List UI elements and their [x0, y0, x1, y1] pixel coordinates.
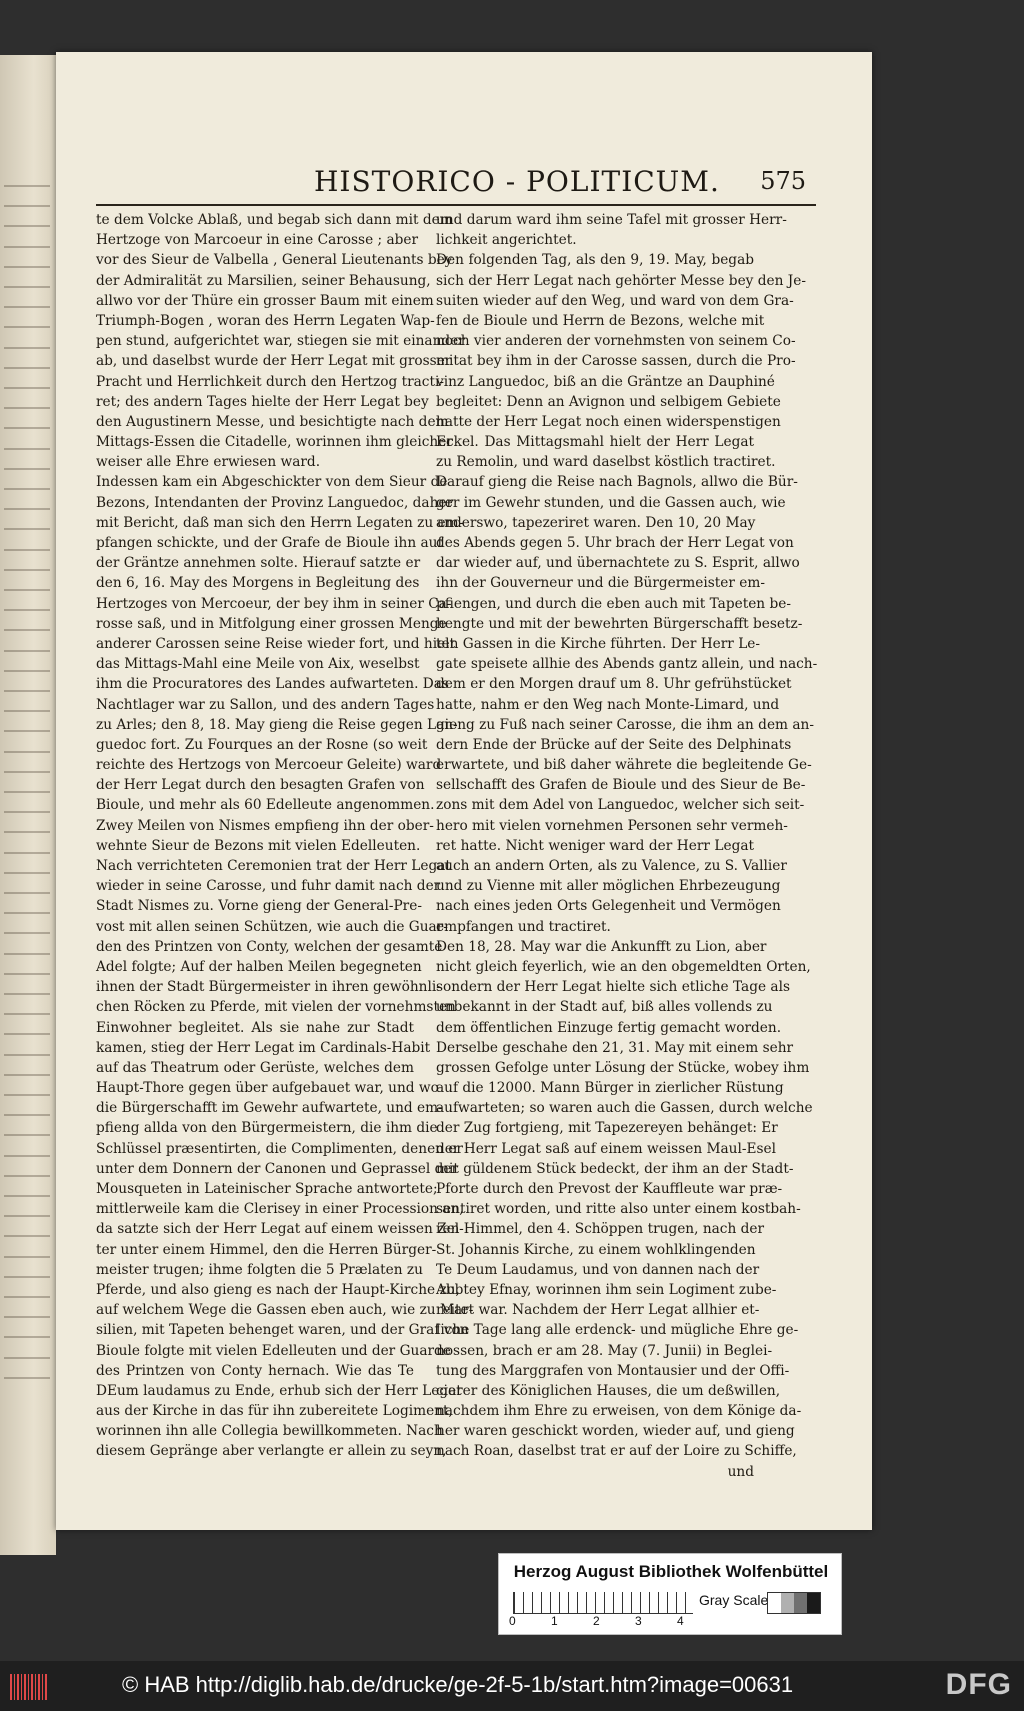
- text-line: hengte und mit der bewehrten Bürgerschafft besetz-: [436, 615, 803, 632]
- text-line: dem er den Morgen drauf um 8. Uhr gefrühstücket: [436, 676, 792, 693]
- previous-page-text-trace: [4, 1074, 50, 1076]
- text-line: ret hatte. Nicht weniger ward der Herr Legat: [436, 837, 754, 854]
- text-line: Bioule, und mehr als 60 Edelleute angenommen.: [96, 797, 435, 814]
- text-line: vost mit allen seinen Schützen, wie auch die Guar-: [96, 918, 448, 935]
- text-line: Den folgenden Tag, als den 9, 19. May, begab: [436, 252, 754, 269]
- text-line: das Mittags-Mahl eine Meile von Aix, weselbst: [96, 656, 420, 673]
- previous-page-text-trace: [4, 751, 50, 753]
- text-line: te dem Volcke Ablaß, und begab sich dann mit dem: [96, 212, 453, 228]
- text-line: sich der Herr Legat nach gehörter Messe bey den Je-: [436, 272, 806, 289]
- text-line: Zwey Meilen von Nismes empfieng ihn der ober-: [96, 817, 434, 834]
- previous-page-text-trace: [4, 1195, 50, 1197]
- previous-page-text-trace: [4, 205, 50, 207]
- gray-scale-label: Gray Scale: [699, 1592, 769, 1608]
- text-line: silien, mit Tapeten behenget waren, und der Graf von: [96, 1322, 469, 1339]
- previous-page-text-trace: [4, 993, 50, 995]
- previous-page-text-trace: [4, 609, 50, 611]
- text-line: suiten wieder auf den Weg, und ward von dem Gra-: [436, 292, 794, 309]
- previous-page-text-trace: [4, 771, 50, 773]
- previous-page-text-trace: [4, 811, 50, 813]
- text-line: des Abends gegen 5. Uhr brach der Herr Legat von: [436, 535, 794, 551]
- text-line: hero mit vielen vornehmen Personen sehr vermeh-: [436, 817, 788, 834]
- text-line: die Bürgerschafft im Gewehr aufwartete, und em-: [96, 1100, 443, 1117]
- text-line: zu Arles; den 8, 18. May gieng die Reise gegen Lan-: [96, 716, 458, 733]
- previous-page-text-trace: [4, 488, 50, 490]
- footer-bar: [0, 1661, 1024, 1711]
- previous-page-text-trace: [4, 629, 50, 631]
- text-line: hatte der Herr Legat noch einen widerspenstigen: [436, 413, 781, 430]
- running-title: HISTORICO - POLITICUM.: [314, 165, 720, 198]
- text-line: wieder in seine Carosse, und fuhr damit nach der: [96, 878, 441, 895]
- text-line: vor des Sieur de Valbella , General Lieutenants bey: [96, 252, 453, 269]
- text-line: ihnen der Stadt Bürgermeister in ihren gewöhnli-: [96, 979, 441, 996]
- text-line: St. Johannis Kirche, zu einem wohlklingenden: [436, 1241, 756, 1258]
- text-line: reitet war. Nachdem der Herr Legat allhier et-: [436, 1302, 760, 1319]
- left-text-column: [96, 210, 474, 1462]
- barcode-icon: [10, 1674, 48, 1700]
- previous-page-text-trace: [4, 326, 50, 328]
- text-line: fen de Bioule und Herrn de Bezons, welche mit: [436, 312, 765, 329]
- scale-number: 4: [677, 1614, 684, 1628]
- text-line: wehnte Sieur de Bezons mit vielen Edelleuten.: [96, 837, 421, 854]
- previous-page-text-trace: [4, 872, 50, 874]
- previous-page-edge: [0, 55, 56, 1555]
- text-line: und darum ward ihm seine Tafel mit grosser Herr-: [436, 212, 787, 228]
- previous-page-text-trace: [4, 892, 50, 894]
- text-line: allwo vor der Thüre ein grosser Baum mit einem: [96, 292, 434, 309]
- text-line: ter unter einem Himmel, den die Herren Bürger-: [96, 1241, 437, 1258]
- previous-page-text-trace: [4, 1256, 50, 1258]
- text-line: der Gräntze annehmen solte. Hierauf satzte er: [96, 555, 421, 572]
- text-line: auf welchem Wege die Gassen eben auch, wie zu Mar-: [96, 1302, 474, 1319]
- text-line: Nachtlager war zu Sallon, und des andern Tages: [96, 696, 435, 713]
- previous-page-text-trace: [4, 427, 50, 429]
- gray-swatch: [794, 1593, 807, 1613]
- text-line: weiser alle Ehre erwiesen ward.: [96, 454, 321, 471]
- previous-page-text-trace: [4, 650, 50, 652]
- text-line: da satzte sich der Herr Legat auf einem weissen Zel-: [96, 1221, 464, 1238]
- scale-number: 3: [635, 1614, 642, 1628]
- previous-page-text-trace: [4, 347, 50, 349]
- text-line: lichkeit angerichtet.: [436, 232, 577, 249]
- scale-number: 2: [593, 1614, 600, 1628]
- text-line: reichte des Hertzogs von Mercoeur Geleite) ward: [96, 757, 442, 774]
- text-line: der Admiralität zu Marsilien, seiner Behausung,: [96, 272, 431, 289]
- previous-page-text-trace: [4, 246, 50, 248]
- previous-page-text-trace: [4, 225, 50, 227]
- text-line: nach Roan, daselbst trat er auf der Loire zu Schiffe,: [436, 1443, 797, 1460]
- previous-page-text-trace: [4, 1235, 50, 1237]
- text-line: mittlerweile kam die Clerisey in einer Procession an,: [96, 1201, 464, 1218]
- text-line: auf die 12000. Mann Bürger in zierlicher Rüstung: [436, 1080, 784, 1097]
- previous-page-text-trace: [4, 1296, 50, 1298]
- page-number: 575: [760, 167, 806, 195]
- text-line: Haupt-Thore gegen über aufgebauet war, und wo: [96, 1080, 439, 1097]
- text-line: ihm die Procuratores des Landes aufwarteten. Das: [96, 676, 449, 693]
- text-line: gieng zu Fuß nach seiner Carosse, die ihm an dem an-: [436, 716, 814, 733]
- previous-page-text-trace: [4, 932, 50, 934]
- text-line: Bioule folgte mit vielen Edelleuten und der Guarde: [96, 1342, 451, 1359]
- previous-page-text-trace: [4, 1276, 50, 1278]
- text-line: worinnen ihn alle Collegia bewillkommeten. Nach: [96, 1423, 443, 1440]
- text-line: grossen Gefolge unter Lösung der Stücke, wobey ihm: [436, 1059, 810, 1076]
- gray-scale-swatches: [767, 1592, 821, 1614]
- text-line: aufwarteten; so waren auch die Gassen, durch welche: [436, 1100, 813, 1117]
- book-page: [56, 52, 872, 1530]
- text-line: Te Deum Laudamus, und von dannen nach der: [436, 1261, 760, 1278]
- text-line: den 6, 16. May des Morgens in Begleitung des: [96, 575, 420, 592]
- previous-page-text-trace: [4, 791, 50, 793]
- previous-page-text-trace: [4, 831, 50, 833]
- text-line: Indessen kam ein Abgeschickter von dem Sieur de: [96, 474, 448, 491]
- text-line: Nach verrichteten Ceremonien trat der Herr Legat: [96, 858, 451, 874]
- previous-page-text-trace: [4, 1175, 50, 1177]
- text-line: ihn der Gouverneur und die Bürgermeister em-: [436, 575, 765, 592]
- text-line: unbekannt in der Stadt auf, biß alles vollends zu: [436, 999, 773, 1016]
- gray-swatch: [768, 1593, 781, 1613]
- text-line: dar wieder auf, und übernachtete zu S. Esprit, allwo: [436, 555, 800, 572]
- previous-page-text-trace: [4, 185, 50, 187]
- gray-swatch: [781, 1593, 794, 1613]
- previous-page-text-trace: [4, 973, 50, 975]
- text-line: dern Ende der Brücke auf der Seite des Delphinats: [436, 736, 792, 753]
- text-line: Derselbe geschahe den 21, 31. May mit einem sehr: [436, 1039, 794, 1056]
- text-line: der Herr Legat durch den besagten Grafen von: [96, 777, 425, 794]
- previous-page-text-trace: [4, 1316, 50, 1318]
- text-line: ren Himmel, den 4. Schöppen trugen, nach der: [436, 1221, 765, 1238]
- previous-page-text-trace: [4, 1094, 50, 1096]
- text-line: ten Gassen in die Kirche führten. Der Herr Le-: [436, 635, 761, 652]
- previous-page-text-trace: [4, 387, 50, 389]
- previous-page-text-trace: [4, 306, 50, 308]
- text-line: diesem Gepränge aber verlangte er allein zu seyn,: [96, 1443, 447, 1460]
- text-line: Triumph-Bogen , woran des Herrn Legaten Wap-: [96, 312, 435, 329]
- text-line: mit güldenem Stück bedeckt, der ihm an der Stadt-: [436, 1160, 794, 1177]
- text-line: ab, und daselbst wurde der Herr Legat mit grosser: [96, 353, 452, 370]
- text-line: Mousqueten in Lateinischer Sprache antwortete;: [96, 1181, 438, 1197]
- text-line: pfangen schickte, und der Grafe de Bioule ihn auf: [96, 535, 443, 551]
- text-line: zons mit dem Adel von Languedoc, welcher sich seit-: [436, 797, 805, 814]
- text-line: sellschafft des Grafen de Bioule und des Sieur de Be-: [436, 777, 806, 794]
- text-line: der Herr Legat saß auf einem weissen Maul-Esel: [436, 1140, 776, 1157]
- text-line: cierer des Königlichen Hauses, die um deßwillen,: [436, 1382, 781, 1399]
- copyright-link[interactable]: © HAB http://diglib.hab.de/drucke/ge-2f-5-1b/start.htm?image=00631: [122, 1672, 794, 1697]
- previous-page-text-trace: [4, 569, 50, 571]
- text-line: nossen, brach er am 28. May (7. Junii) in Beglei-: [436, 1342, 773, 1359]
- previous-page-text-trace: [4, 407, 50, 409]
- text-line: Hertzoges von Mercoeur, der bey ihm in seiner Ca-: [96, 595, 452, 612]
- text-line: Pforte durch den Prevost der Kauffleute war præ-: [436, 1181, 783, 1197]
- text-line: noch vier anderen der vornehmsten von seinem Co-: [436, 333, 796, 350]
- text-line: Hertzoge von Marcoeur in eine Carosse ; aber: [96, 232, 419, 249]
- header-rule: [96, 204, 816, 206]
- text-line: Darauf gieng die Reise nach Bagnols, allwo die Bür-: [436, 474, 798, 491]
- previous-page-text-trace: [4, 1155, 50, 1157]
- scale-number: 0: [509, 1614, 516, 1628]
- previous-page-text-trace: [4, 1114, 50, 1116]
- previous-page-text-trace: [4, 1336, 50, 1338]
- text-line: Abbtey Efnay, worinnen ihm sein Logiment zube-: [436, 1281, 777, 1298]
- text-line: dem öffentlichen Einzuge fertig gemacht worden.: [436, 1019, 782, 1036]
- previous-page-text-trace: [4, 286, 50, 288]
- text-line: gate speisete allhie des Abends gantz allein, und nach-: [436, 656, 818, 673]
- previous-page-text-trace: [4, 953, 50, 955]
- text-line: sentiret worden, und ritte also unter einem kostbah-: [436, 1201, 801, 1218]
- text-line: empfangen und tractiret.: [436, 918, 611, 935]
- text-line: hatte, nahm er den Weg nach Monte-Limard, und: [436, 696, 780, 713]
- previous-page-text-trace: [4, 1013, 50, 1015]
- text-line: Stadt Nismes zu. Vorne gieng der General-Pre-: [96, 898, 422, 915]
- text-line: sondern der Herr Legat hielte sich etliche Tage als: [436, 979, 790, 996]
- text-line: nach eines jeden Orts Gelegenheit und Vermögen: [436, 898, 781, 915]
- text-line: Einwohner begleitet. Als sie nahe zur Stadt: [96, 1019, 414, 1036]
- previous-page-text-trace: [4, 1054, 50, 1056]
- text-line: chen Röcken zu Pferde, mit vielen der vornehmsten: [96, 999, 456, 1016]
- text-line: den des Printzen von Conty, welchen der gesamte: [96, 938, 443, 955]
- previous-page-text-trace: [4, 1357, 50, 1359]
- previous-page-text-trace: [4, 549, 50, 551]
- text-line: Eckel. Das Mittagsmahl hielt der Herr Legat: [436, 434, 754, 451]
- text-line: der Zug fortgieng, mit Tapezereyen behänget: Er: [436, 1120, 778, 1137]
- text-line: Adel folgte; Auf der halben Meilen begegneten: [96, 958, 422, 975]
- previous-page-text-trace: [4, 1215, 50, 1217]
- previous-page-text-trace: [4, 367, 50, 369]
- text-line: kamen, stieg der Herr Legat im Cardinals-Habit: [96, 1039, 431, 1056]
- text-line: und: [727, 1463, 754, 1480]
- text-line: Schlüssel præsentirten, die Complimenten, denen er: [96, 1140, 463, 1157]
- text-line: Mittags-Essen die Citadelle, worinnen ihm gleicher: [96, 434, 453, 451]
- previous-page-text-trace: [4, 508, 50, 510]
- dfg-logo: DFG: [945, 1668, 1012, 1701]
- text-line: anderer Carossen seine Reise wieder fort, und hielt: [96, 635, 456, 652]
- page-header: [96, 165, 816, 205]
- previous-page-text-trace: [4, 852, 50, 854]
- text-line: begleitet: Denn an Avignon und selbigem Gebiete: [436, 393, 781, 410]
- previous-page-text-trace: [4, 528, 50, 530]
- previous-page-text-trace: [4, 670, 50, 672]
- previous-page-text-trace: [4, 1033, 50, 1035]
- previous-page-text-trace: [4, 1134, 50, 1136]
- text-line: auch an andern Orten, als zu Valence, zu S. Vallier: [436, 858, 787, 874]
- text-line: Pracht und Herrlichkeit durch den Hertzog tracti-: [96, 373, 444, 390]
- text-line: guedoc fort. Zu Fourques an der Rosne (so weit: [96, 736, 428, 753]
- previous-page-text-trace: [4, 690, 50, 692]
- text-line: DEum laudamus zu Ende, erhub sich der Herr Legat: [96, 1382, 462, 1399]
- previous-page-text-trace: [4, 589, 50, 591]
- text-line: auf das Theatrum oder Gerüste, welches dem: [96, 1059, 414, 1076]
- text-line: zu Remolin, und ward daselbst köstlich tractiret.: [436, 454, 776, 471]
- previous-page-text-trace: [4, 468, 50, 470]
- text-line: ret; des andern Tages hielte der Herr Legat bey: [96, 393, 429, 410]
- previous-page-text-trace: [4, 912, 50, 914]
- text-line: mit Bericht, daß man sich den Herrn Legaten zu em-: [96, 514, 464, 531]
- text-line: unter dem Donnern der Canonen und Geprassel der: [96, 1160, 459, 1177]
- ruler-scale: [513, 1592, 693, 1614]
- library-color-target: [498, 1553, 842, 1635]
- text-line: pfiengen, und durch die eben auch mit Tapeten be-: [436, 595, 791, 612]
- text-line: Pferde, und also gieng es nach der Haupt-Kirche zu,: [96, 1281, 460, 1298]
- text-line: anderswo, tapezeriret waren. Den 10, 20 May: [436, 514, 756, 531]
- text-line: Bezons, Intendanten der Provinz Languedoc, daher: [96, 494, 454, 511]
- scale-number: 1: [551, 1614, 558, 1628]
- text-line: vinz Languedoc, biß an die Gräntze an Dauphiné: [436, 373, 775, 390]
- previous-page-text-trace: [4, 730, 50, 732]
- text-line: des Printzen von Conty hernach. Wie das Te: [96, 1362, 414, 1379]
- library-name: Herzog August Bibliothek Wolfenbüttel: [513, 1562, 829, 1581]
- text-line: her waren geschickt worden, wieder auf, und gieng: [436, 1423, 795, 1440]
- text-line: Den 18, 28. May war die Ankunfft zu Lion, aber: [436, 938, 767, 955]
- text-line: meister trugen; ihme folgten die 5 Prælaten zu: [96, 1261, 423, 1278]
- text-line: erwartete, und biß daher währete die begleitende Ge-: [436, 757, 812, 774]
- text-line: liche Tage lang alle erdenck- und mügliche Ehre ge-: [436, 1322, 799, 1339]
- text-line: pfieng allda von den Bürgermeistern, die ihm die: [96, 1120, 438, 1137]
- text-line: pen stund, aufgerichtet war, stiegen sie mit einander: [96, 333, 465, 350]
- right-text-column: [436, 210, 818, 1482]
- text-line: tung des Marggrafen von Montausier und der Offi-: [436, 1362, 790, 1379]
- text-line: nicht gleich feyerlich, wie an den obgemeldten Orten,: [436, 958, 811, 975]
- previous-page-text-trace: [4, 710, 50, 712]
- previous-page-text-trace: [4, 1377, 50, 1379]
- text-line: rosse saß, und in Mitfolgung einer grossen Menge: [96, 615, 447, 632]
- text-line: den Augustinern Messe, und besichtigte nach dem: [96, 413, 449, 430]
- text-line: ger im Gewehr stunden, und die Gassen auch, wie: [436, 494, 786, 511]
- gray-swatch: [807, 1593, 820, 1613]
- text-line: nachdem ihm Ehre zu erweisen, von dem Könige da-: [436, 1403, 802, 1420]
- text-line: aus der Kirche in das für ihn zubereitete Logiment,: [96, 1403, 453, 1420]
- previous-page-text-trace: [4, 266, 50, 268]
- text-line: und zu Vienne mit aller möglichen Ehrbezeugung: [436, 878, 781, 895]
- previous-page-text-trace: [4, 448, 50, 450]
- text-line: mitat bey ihm in der Carosse sassen, durch die Pro-: [436, 353, 796, 370]
